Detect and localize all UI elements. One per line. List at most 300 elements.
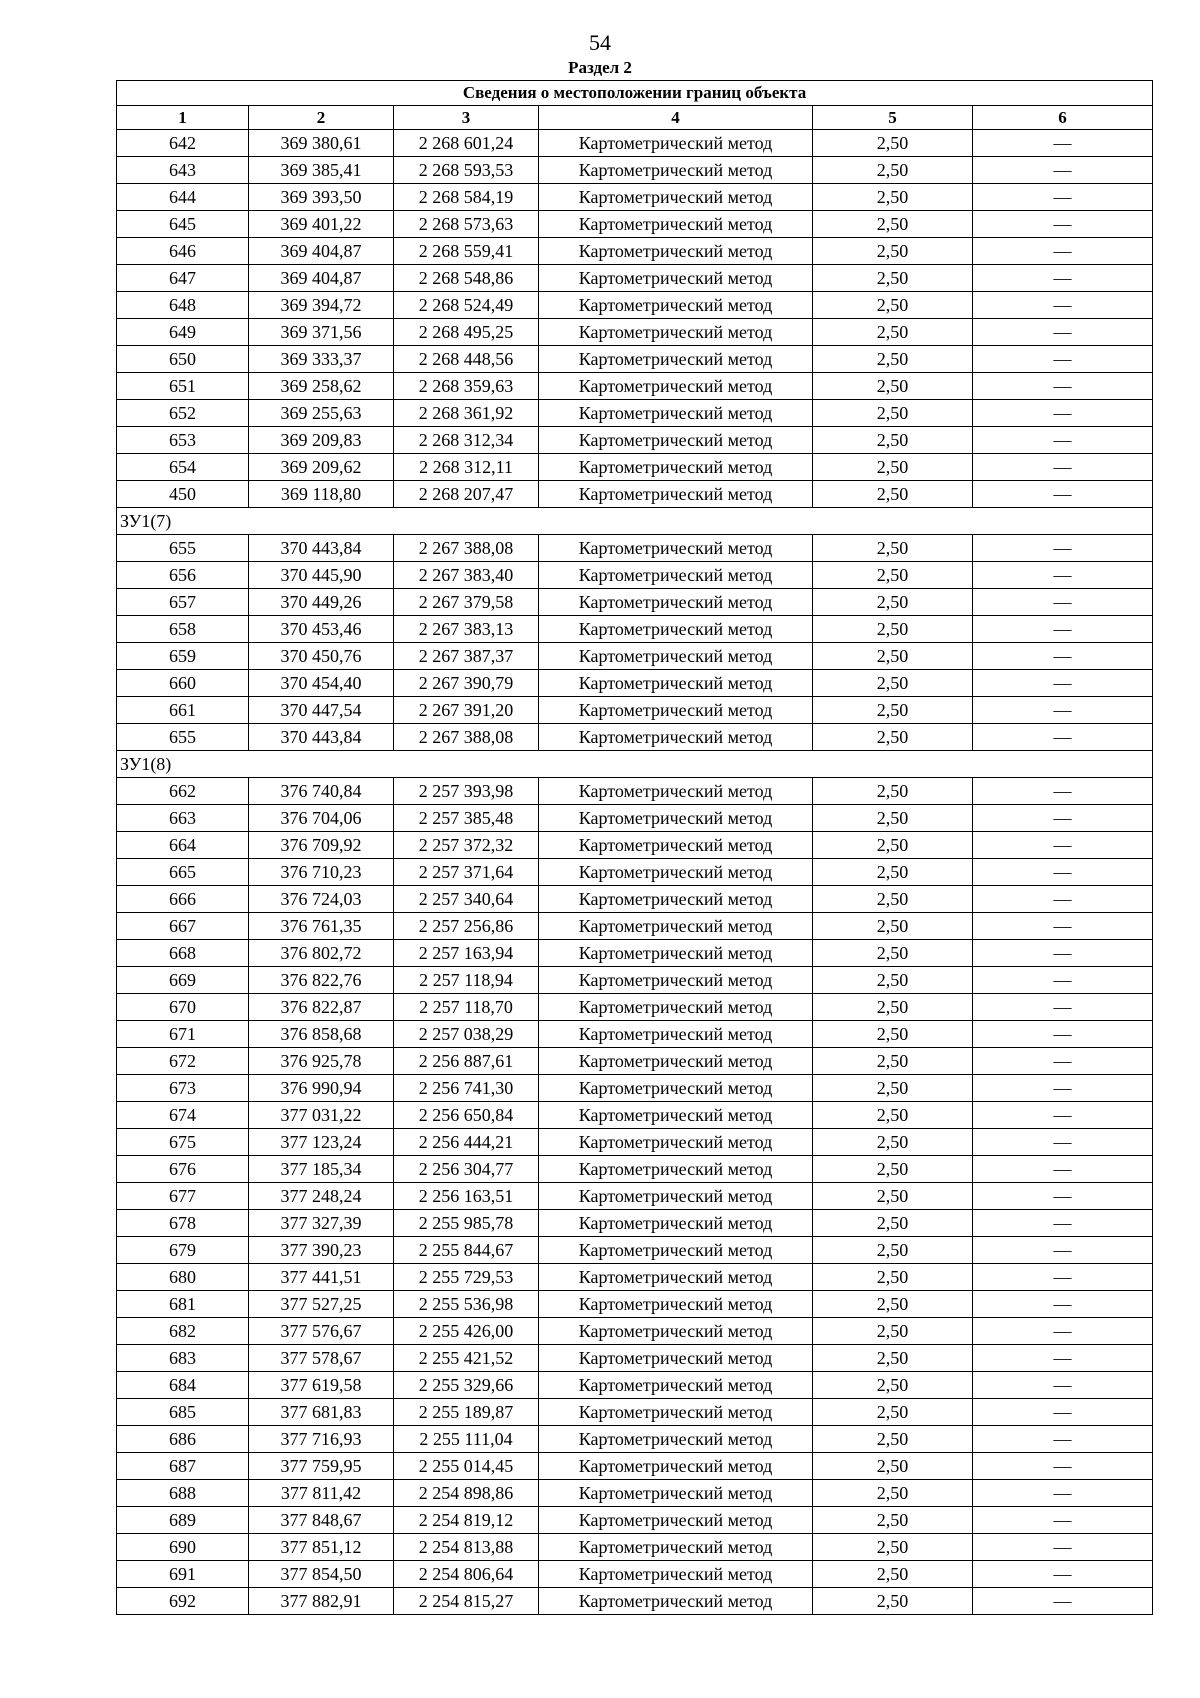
accuracy-cell: 2,50	[813, 994, 973, 1021]
x-coordinate-cell: 369 385,41	[249, 157, 394, 184]
method-cell: Картометрический метод	[539, 1048, 813, 1075]
description-cell: —	[973, 805, 1153, 832]
point-number-cell: 673	[117, 1075, 249, 1102]
y-coordinate-cell: 2 268 584,19	[394, 184, 539, 211]
point-number-cell: 686	[117, 1426, 249, 1453]
point-number-cell: 661	[117, 697, 249, 724]
description-cell: —	[973, 1453, 1153, 1480]
point-number-cell: 666	[117, 886, 249, 913]
point-number-cell: 672	[117, 1048, 249, 1075]
y-coordinate-cell: 2 267 383,40	[394, 562, 539, 589]
x-coordinate-cell: 369 209,83	[249, 427, 394, 454]
description-cell: —	[973, 211, 1153, 238]
point-number-cell: 671	[117, 1021, 249, 1048]
y-coordinate-cell: 2 255 329,66	[394, 1372, 539, 1399]
method-cell: Картометрический метод	[539, 1318, 813, 1345]
accuracy-cell: 2,50	[813, 670, 973, 697]
method-cell: Картометрический метод	[539, 886, 813, 913]
x-coordinate-cell: 370 447,54	[249, 697, 394, 724]
method-cell: Картометрический метод	[539, 346, 813, 373]
column-number: 2	[249, 106, 394, 130]
description-cell: —	[973, 913, 1153, 940]
table-row	[117, 481, 1153, 508]
accuracy-cell: 2,50	[813, 697, 973, 724]
method-cell: Картометрический метод	[539, 454, 813, 481]
table-row	[117, 400, 1153, 427]
method-cell: Картометрический метод	[539, 238, 813, 265]
description-cell: —	[973, 643, 1153, 670]
accuracy-cell: 2,50	[813, 346, 973, 373]
y-coordinate-cell: 2 267 383,13	[394, 616, 539, 643]
method-cell: Картометрический метод	[539, 481, 813, 508]
point-number-cell: 681	[117, 1291, 249, 1318]
table-row	[117, 940, 1153, 967]
accuracy-cell: 2,50	[813, 1561, 973, 1588]
accuracy-cell: 2,50	[813, 778, 973, 805]
method-cell: Картометрический метод	[539, 1372, 813, 1399]
y-coordinate-cell: 2 268 359,63	[394, 373, 539, 400]
y-coordinate-cell: 2 256 444,21	[394, 1129, 539, 1156]
y-coordinate-cell: 2 268 448,56	[394, 346, 539, 373]
point-number-cell: 665	[117, 859, 249, 886]
x-coordinate-cell: 377 576,67	[249, 1318, 394, 1345]
table-row	[117, 184, 1153, 211]
accuracy-cell: 2,50	[813, 805, 973, 832]
accuracy-cell: 2,50	[813, 1264, 973, 1291]
accuracy-cell: 2,50	[813, 1345, 973, 1372]
accuracy-cell: 2,50	[813, 1318, 973, 1345]
table-row	[117, 1183, 1153, 1210]
table-row	[117, 157, 1153, 184]
point-number-cell: 692	[117, 1588, 249, 1615]
x-coordinate-cell: 369 118,80	[249, 481, 394, 508]
y-coordinate-cell: 2 257 393,98	[394, 778, 539, 805]
description-cell: —	[973, 1021, 1153, 1048]
table-body	[117, 130, 1153, 1615]
point-number-cell: 684	[117, 1372, 249, 1399]
x-coordinate-cell: 369 401,22	[249, 211, 394, 238]
method-cell: Картометрический метод	[539, 211, 813, 238]
method-cell: Картометрический метод	[539, 184, 813, 211]
table-row	[117, 238, 1153, 265]
x-coordinate-cell: 376 858,68	[249, 1021, 394, 1048]
point-number-cell: 652	[117, 400, 249, 427]
x-coordinate-cell: 377 851,12	[249, 1534, 394, 1561]
x-coordinate-cell: 377 327,39	[249, 1210, 394, 1237]
table-header	[117, 81, 1153, 130]
y-coordinate-cell: 2 255 189,87	[394, 1399, 539, 1426]
accuracy-cell: 2,50	[813, 265, 973, 292]
point-number-cell: 690	[117, 1534, 249, 1561]
description-cell: —	[973, 1210, 1153, 1237]
point-number-cell: 651	[117, 373, 249, 400]
table-row	[117, 319, 1153, 346]
x-coordinate-cell: 370 453,46	[249, 616, 394, 643]
x-coordinate-cell: 377 848,67	[249, 1507, 394, 1534]
accuracy-cell: 2,50	[813, 643, 973, 670]
x-coordinate-cell: 377 716,93	[249, 1426, 394, 1453]
method-cell: Картометрический метод	[539, 1075, 813, 1102]
method-cell: Картометрический метод	[539, 319, 813, 346]
description-cell: —	[973, 1480, 1153, 1507]
point-number-cell: 688	[117, 1480, 249, 1507]
y-coordinate-cell: 2 256 887,61	[394, 1048, 539, 1075]
point-number-cell: 450	[117, 481, 249, 508]
table-row	[117, 1534, 1153, 1561]
accuracy-cell: 2,50	[813, 292, 973, 319]
y-coordinate-cell: 2 268 548,86	[394, 265, 539, 292]
point-number-cell: 668	[117, 940, 249, 967]
accuracy-cell: 2,50	[813, 1588, 973, 1615]
method-cell: Картометрический метод	[539, 805, 813, 832]
y-coordinate-cell: 2 267 379,58	[394, 589, 539, 616]
accuracy-cell: 2,50	[813, 1075, 973, 1102]
table-row	[117, 643, 1153, 670]
method-cell: Картометрический метод	[539, 1453, 813, 1480]
description-cell: —	[973, 778, 1153, 805]
method-cell: Картометрический метод	[539, 157, 813, 184]
table-row	[117, 454, 1153, 481]
x-coordinate-cell: 377 854,50	[249, 1561, 394, 1588]
x-coordinate-cell: 377 619,58	[249, 1372, 394, 1399]
table-row	[117, 1129, 1153, 1156]
accuracy-cell: 2,50	[813, 1210, 973, 1237]
point-number-cell: 683	[117, 1345, 249, 1372]
x-coordinate-cell: 376 990,94	[249, 1075, 394, 1102]
accuracy-cell: 2,50	[813, 616, 973, 643]
point-number-cell: 643	[117, 157, 249, 184]
point-number-cell: 691	[117, 1561, 249, 1588]
point-number-cell: 657	[117, 589, 249, 616]
description-cell: —	[973, 589, 1153, 616]
table-row	[117, 1372, 1153, 1399]
accuracy-cell: 2,50	[813, 1507, 973, 1534]
x-coordinate-cell: 370 450,76	[249, 643, 394, 670]
y-coordinate-cell: 2 254 806,64	[394, 1561, 539, 1588]
description-cell: —	[973, 724, 1153, 751]
y-coordinate-cell: 2 256 163,51	[394, 1183, 539, 1210]
x-coordinate-cell: 369 393,50	[249, 184, 394, 211]
accuracy-cell: 2,50	[813, 1237, 973, 1264]
table-row	[117, 1507, 1153, 1534]
point-number-cell: 658	[117, 616, 249, 643]
description-cell: —	[973, 1129, 1153, 1156]
x-coordinate-cell: 370 443,84	[249, 535, 394, 562]
y-coordinate-cell: 2 267 387,37	[394, 643, 539, 670]
group-row	[117, 751, 1153, 778]
table-row	[117, 1318, 1153, 1345]
accuracy-cell: 2,50	[813, 886, 973, 913]
x-coordinate-cell: 376 802,72	[249, 940, 394, 967]
description-cell: —	[973, 859, 1153, 886]
x-coordinate-cell: 369 394,72	[249, 292, 394, 319]
y-coordinate-cell: 2 257 372,32	[394, 832, 539, 859]
x-coordinate-cell: 376 724,03	[249, 886, 394, 913]
point-number-cell: 647	[117, 265, 249, 292]
description-cell: —	[973, 670, 1153, 697]
y-coordinate-cell: 2 268 361,92	[394, 400, 539, 427]
x-coordinate-cell: 377 578,67	[249, 1345, 394, 1372]
table-row	[117, 427, 1153, 454]
table-row	[117, 1291, 1153, 1318]
method-cell: Картометрический метод	[539, 1102, 813, 1129]
description-cell: —	[973, 1183, 1153, 1210]
method-cell: Картометрический метод	[539, 589, 813, 616]
table-row	[117, 292, 1153, 319]
x-coordinate-cell: 377 123,24	[249, 1129, 394, 1156]
y-coordinate-cell: 2 255 111,04	[394, 1426, 539, 1453]
column-number: 1	[117, 106, 249, 130]
y-coordinate-cell: 2 255 985,78	[394, 1210, 539, 1237]
x-coordinate-cell: 376 704,06	[249, 805, 394, 832]
method-cell: Картометрический метод	[539, 913, 813, 940]
point-number-cell: 645	[117, 211, 249, 238]
x-coordinate-cell: 377 759,95	[249, 1453, 394, 1480]
description-cell: —	[973, 886, 1153, 913]
table-row	[117, 1345, 1153, 1372]
accuracy-cell: 2,50	[813, 535, 973, 562]
point-number-cell: 650	[117, 346, 249, 373]
method-cell: Картометрический метод	[539, 562, 813, 589]
method-cell: Картометрический метод	[539, 859, 813, 886]
method-cell: Картометрический метод	[539, 643, 813, 670]
table-row	[117, 967, 1153, 994]
description-cell: —	[973, 967, 1153, 994]
x-coordinate-cell: 369 380,61	[249, 130, 394, 157]
table-row	[117, 562, 1153, 589]
table-row	[117, 778, 1153, 805]
group-row	[117, 508, 1153, 535]
accuracy-cell: 2,50	[813, 1129, 973, 1156]
description-cell: —	[973, 265, 1153, 292]
x-coordinate-cell: 377 031,22	[249, 1102, 394, 1129]
point-number-cell: 655	[117, 724, 249, 751]
accuracy-cell: 2,50	[813, 832, 973, 859]
x-coordinate-cell: 370 445,90	[249, 562, 394, 589]
point-number-cell: 689	[117, 1507, 249, 1534]
table-row	[117, 589, 1153, 616]
method-cell: Картометрический метод	[539, 1561, 813, 1588]
x-coordinate-cell: 377 811,42	[249, 1480, 394, 1507]
point-number-cell: 687	[117, 1453, 249, 1480]
accuracy-cell: 2,50	[813, 1453, 973, 1480]
description-cell: —	[973, 697, 1153, 724]
y-coordinate-cell: 2 255 729,53	[394, 1264, 539, 1291]
point-number-cell: 669	[117, 967, 249, 994]
table-row	[117, 346, 1153, 373]
y-coordinate-cell: 2 267 390,79	[394, 670, 539, 697]
accuracy-cell: 2,50	[813, 1156, 973, 1183]
point-number-cell: 663	[117, 805, 249, 832]
table-row	[117, 265, 1153, 292]
table-row	[117, 1156, 1153, 1183]
point-number-cell: 656	[117, 562, 249, 589]
accuracy-cell: 2,50	[813, 373, 973, 400]
x-coordinate-cell: 369 404,87	[249, 238, 394, 265]
table-row	[117, 1102, 1153, 1129]
x-coordinate-cell: 369 371,56	[249, 319, 394, 346]
point-number-cell: 685	[117, 1399, 249, 1426]
description-cell: —	[973, 481, 1153, 508]
accuracy-cell: 2,50	[813, 130, 973, 157]
x-coordinate-cell: 369 209,62	[249, 454, 394, 481]
table-row	[117, 1453, 1153, 1480]
y-coordinate-cell: 2 257 340,64	[394, 886, 539, 913]
y-coordinate-cell: 2 255 536,98	[394, 1291, 539, 1318]
table-row	[117, 670, 1153, 697]
method-cell: Картометрический метод	[539, 778, 813, 805]
accuracy-cell: 2,50	[813, 400, 973, 427]
description-cell: —	[973, 1372, 1153, 1399]
method-cell: Картометрический метод	[539, 1480, 813, 1507]
accuracy-cell: 2,50	[813, 481, 973, 508]
accuracy-cell: 2,50	[813, 1480, 973, 1507]
description-cell: —	[973, 427, 1153, 454]
table-row	[117, 130, 1153, 157]
point-number-cell: 678	[117, 1210, 249, 1237]
point-number-cell: 676	[117, 1156, 249, 1183]
description-cell: —	[973, 940, 1153, 967]
y-coordinate-cell: 2 255 426,00	[394, 1318, 539, 1345]
point-number-cell: 646	[117, 238, 249, 265]
description-cell: —	[973, 1048, 1153, 1075]
description-cell: —	[973, 1426, 1153, 1453]
y-coordinate-cell: 2 256 304,77	[394, 1156, 539, 1183]
x-coordinate-cell: 376 710,23	[249, 859, 394, 886]
point-number-cell: 655	[117, 535, 249, 562]
y-coordinate-cell: 2 267 388,08	[394, 724, 539, 751]
description-cell: —	[973, 1318, 1153, 1345]
x-coordinate-cell: 369 258,62	[249, 373, 394, 400]
description-cell: —	[973, 1561, 1153, 1588]
method-cell: Картометрический метод	[539, 427, 813, 454]
accuracy-cell: 2,50	[813, 724, 973, 751]
accuracy-cell: 2,50	[813, 1399, 973, 1426]
column-number-row	[117, 106, 1153, 130]
description-cell: —	[973, 1237, 1153, 1264]
description-cell: —	[973, 454, 1153, 481]
point-number-cell: 653	[117, 427, 249, 454]
point-number-cell: 667	[117, 913, 249, 940]
accuracy-cell: 2,50	[813, 1372, 973, 1399]
description-cell: —	[973, 400, 1153, 427]
table-row	[117, 211, 1153, 238]
method-cell: Картометрический метод	[539, 1210, 813, 1237]
accuracy-cell: 2,50	[813, 184, 973, 211]
method-cell: Картометрический метод	[539, 1291, 813, 1318]
table-row	[117, 1426, 1153, 1453]
method-cell: Картометрический метод	[539, 967, 813, 994]
x-coordinate-cell: 376 761,35	[249, 913, 394, 940]
x-coordinate-cell: 377 882,91	[249, 1588, 394, 1615]
accuracy-cell: 2,50	[813, 940, 973, 967]
page-number: 54	[589, 30, 611, 55]
point-number-cell: 644	[117, 184, 249, 211]
description-cell: —	[973, 130, 1153, 157]
description-cell: —	[973, 1291, 1153, 1318]
accuracy-cell: 2,50	[813, 913, 973, 940]
column-number: 4	[539, 106, 813, 130]
x-coordinate-cell: 376 709,92	[249, 832, 394, 859]
x-coordinate-cell: 377 441,51	[249, 1264, 394, 1291]
method-cell: Картометрический метод	[539, 724, 813, 751]
accuracy-cell: 2,50	[813, 427, 973, 454]
table-row	[117, 535, 1153, 562]
table-row	[117, 616, 1153, 643]
column-number: 3	[394, 106, 539, 130]
description-cell: —	[973, 373, 1153, 400]
boundary-coordinates-table	[116, 80, 1153, 1615]
y-coordinate-cell: 2 268 495,25	[394, 319, 539, 346]
method-cell: Картометрический метод	[539, 292, 813, 319]
y-coordinate-cell: 2 255 421,52	[394, 1345, 539, 1372]
y-coordinate-cell: 2 257 256,86	[394, 913, 539, 940]
description-cell: —	[973, 157, 1153, 184]
accuracy-cell: 2,50	[813, 1183, 973, 1210]
table-row	[117, 724, 1153, 751]
description-cell: —	[973, 292, 1153, 319]
description-cell: —	[973, 1507, 1153, 1534]
description-cell: —	[973, 184, 1153, 211]
accuracy-cell: 2,50	[813, 1102, 973, 1129]
method-cell: Картометрический метод	[539, 1156, 813, 1183]
description-cell: —	[973, 346, 1153, 373]
accuracy-cell: 2,50	[813, 1021, 973, 1048]
y-coordinate-cell: 2 268 559,41	[394, 238, 539, 265]
table-row	[117, 1237, 1153, 1264]
accuracy-cell: 2,50	[813, 967, 973, 994]
method-cell: Картометрический метод	[539, 400, 813, 427]
accuracy-cell: 2,50	[813, 562, 973, 589]
y-coordinate-cell: 2 257 038,29	[394, 1021, 539, 1048]
accuracy-cell: 2,50	[813, 1291, 973, 1318]
method-cell: Картометрический метод	[539, 130, 813, 157]
method-cell: Картометрический метод	[539, 1237, 813, 1264]
method-cell: Картометрический метод	[539, 1345, 813, 1372]
method-cell: Картометрический метод	[539, 940, 813, 967]
y-coordinate-cell: 2 268 573,63	[394, 211, 539, 238]
description-cell: —	[973, 238, 1153, 265]
table-row	[117, 805, 1153, 832]
method-cell: Картометрический метод	[539, 1021, 813, 1048]
x-coordinate-cell: 376 740,84	[249, 778, 394, 805]
x-coordinate-cell: 377 248,24	[249, 1183, 394, 1210]
y-coordinate-cell: 2 257 371,64	[394, 859, 539, 886]
group-label: ЗУ1(8)	[117, 751, 1153, 778]
y-coordinate-cell: 2 256 650,84	[394, 1102, 539, 1129]
point-number-cell: 642	[117, 130, 249, 157]
y-coordinate-cell: 2 267 388,08	[394, 535, 539, 562]
y-coordinate-cell: 2 255 014,45	[394, 1453, 539, 1480]
point-number-cell: 670	[117, 994, 249, 1021]
method-cell: Картометрический метод	[539, 535, 813, 562]
y-coordinate-cell: 2 268 524,49	[394, 292, 539, 319]
column-number: 5	[813, 106, 973, 130]
description-cell: —	[973, 1156, 1153, 1183]
point-number-cell: 659	[117, 643, 249, 670]
table-row	[117, 1588, 1153, 1615]
y-coordinate-cell: 2 257 163,94	[394, 940, 539, 967]
y-coordinate-cell: 2 254 815,27	[394, 1588, 539, 1615]
method-cell: Картометрический метод	[539, 994, 813, 1021]
method-cell: Картометрический метод	[539, 1507, 813, 1534]
x-coordinate-cell: 370 454,40	[249, 670, 394, 697]
accuracy-cell: 2,50	[813, 454, 973, 481]
table-row	[117, 1480, 1153, 1507]
x-coordinate-cell: 377 390,23	[249, 1237, 394, 1264]
method-cell: Картометрический метод	[539, 1264, 813, 1291]
point-number-cell: 660	[117, 670, 249, 697]
